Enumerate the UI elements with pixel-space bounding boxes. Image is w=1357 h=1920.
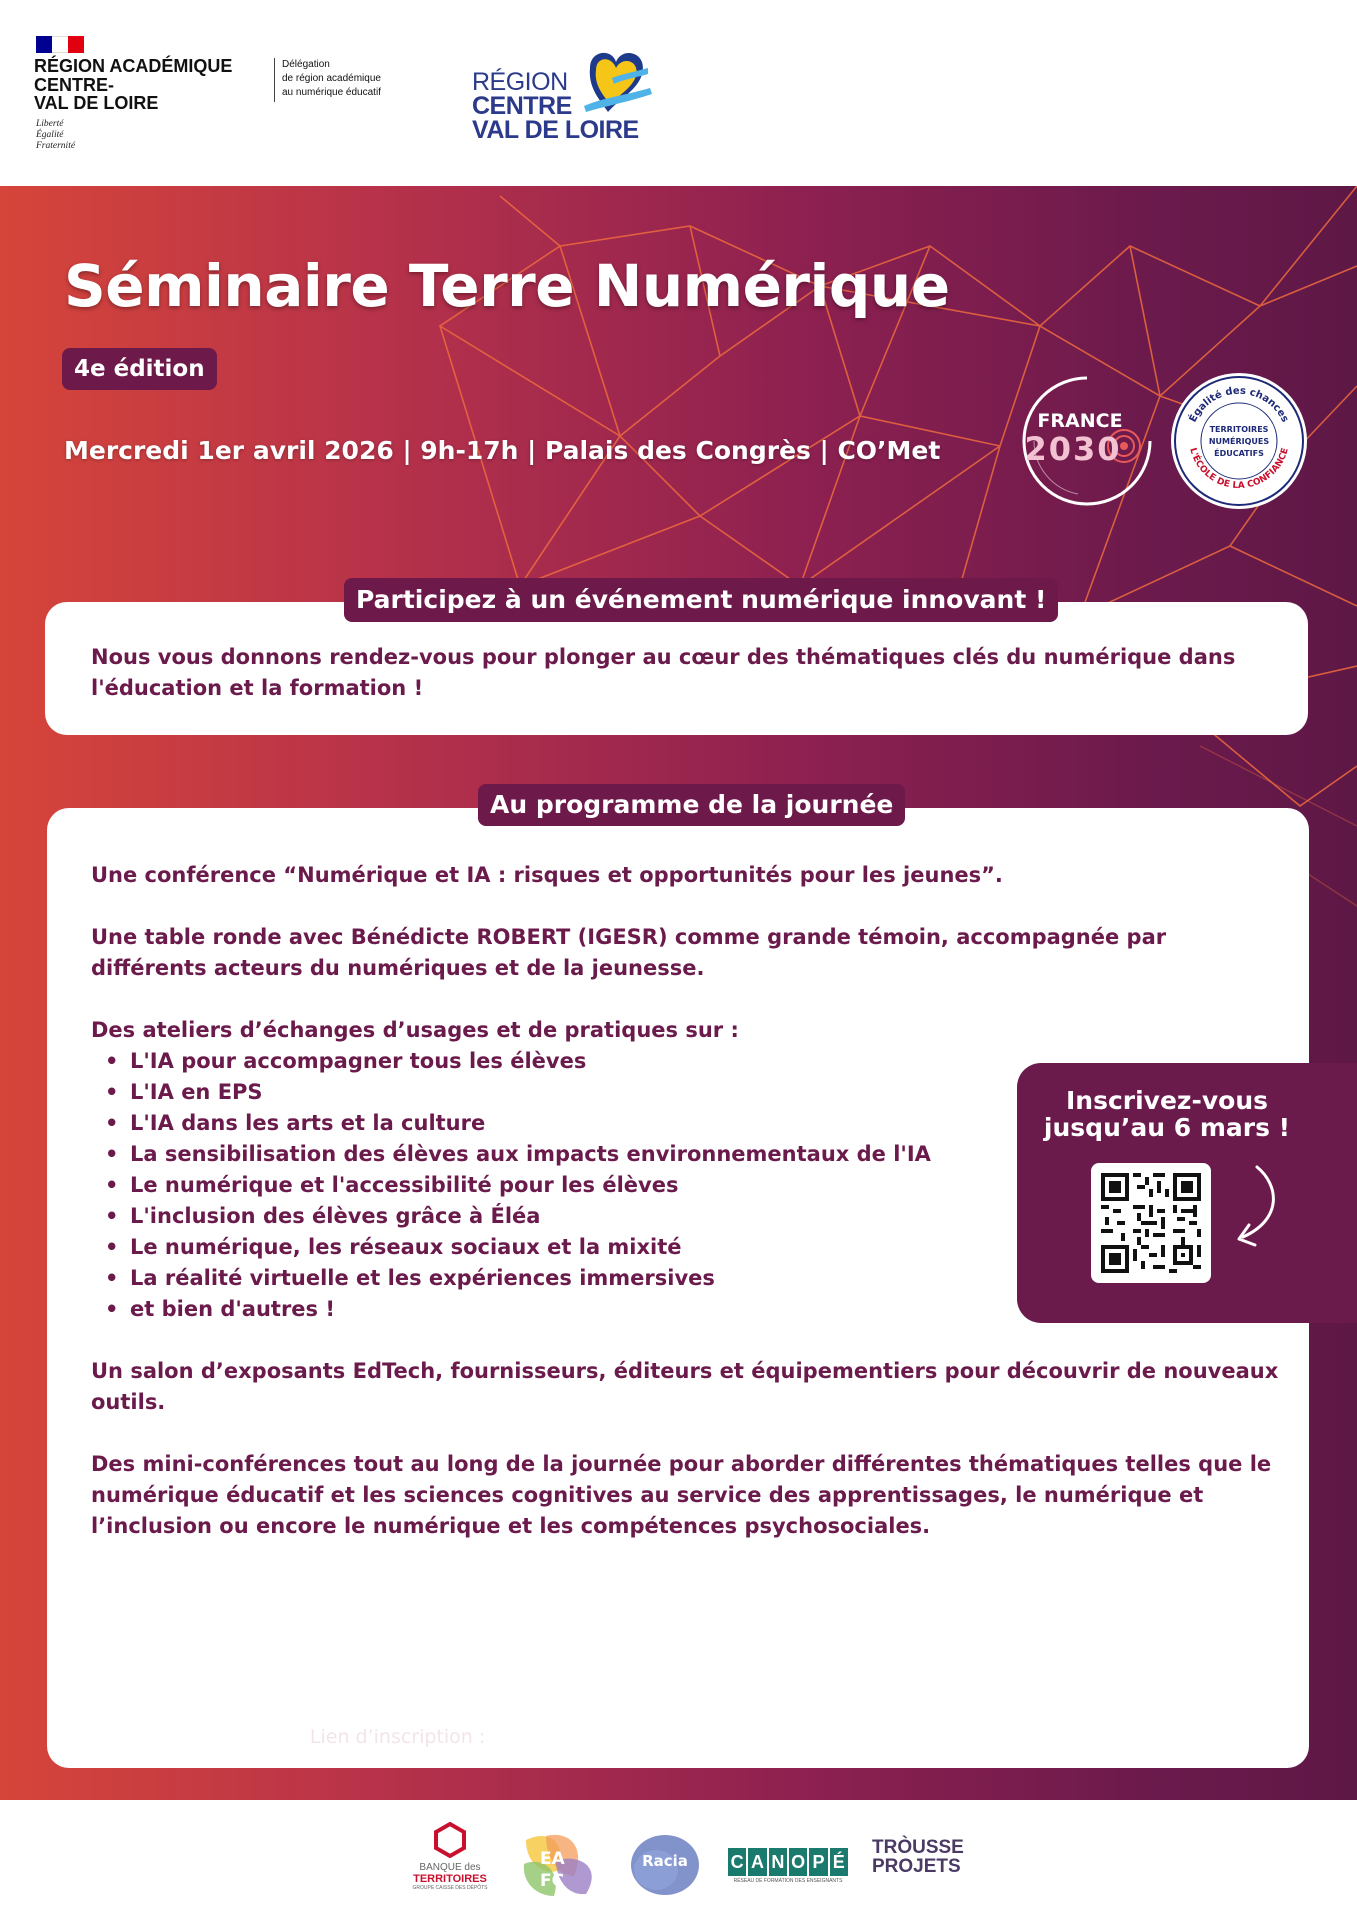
france-2030-year: 2030 bbox=[1024, 430, 1122, 468]
closing-line: Nous vous attendons nombreux pour partager cette journée ensemble ! bbox=[170, 1646, 1187, 1675]
seal-top-text: Égalité des chances bbox=[1187, 385, 1291, 425]
eafc-text: EA bbox=[540, 1849, 565, 1869]
ra-name-line: RÉGION ACADÉMIQUE bbox=[34, 56, 233, 76]
trousse-a-projets-logo bbox=[872, 1837, 964, 1892]
seal-center-line: NUMÉRIQUES bbox=[1208, 437, 1270, 446]
registration-box bbox=[1017, 1063, 1357, 1323]
motto-line: Liberté bbox=[36, 119, 64, 129]
registration-qr-code[interactable] bbox=[1091, 1163, 1211, 1283]
trousse-line: TRÒUSSE bbox=[872, 1837, 964, 1858]
racia-logo bbox=[626, 1830, 704, 1900]
seal-bottom-text: L'ÉCOLE DE LA CONFIANCE bbox=[1187, 446, 1291, 492]
bdt-line: TERRITOIRES bbox=[413, 1873, 487, 1885]
event-info-line: Mercredi 1er avril 2026 | 9h-17h | Palais des Congrès | CO’Met bbox=[64, 436, 941, 465]
delegation-line: Délégation bbox=[282, 59, 330, 70]
canope-letter: É bbox=[830, 1848, 848, 1876]
france-2030-label: FRANCE bbox=[1037, 410, 1123, 432]
region-centre-val-de-loire-logo bbox=[472, 48, 672, 148]
delegation-label bbox=[282, 58, 412, 100]
marianne-flag-icon bbox=[36, 36, 84, 53]
header bbox=[0, 0, 1357, 186]
bdt-line: BANQUE des bbox=[419, 1862, 481, 1873]
program-mini-conferences: Des mini-conférences tout au long de la journée pour aborder différentes thématiques telles que le numérique éducatif et les sciences cognitives au service des apprentissages, le numérique et l’inclusion ou encore le numérique et les compétences psychosociales. bbox=[91, 1452, 1272, 1538]
bdt-line: GROUPE CAISSE DES DÉPÔTS bbox=[412, 1885, 488, 1891]
list-item: • L'IA en EPS bbox=[91, 1077, 1291, 1108]
curved-arrow-icon bbox=[1229, 1163, 1289, 1263]
logo-divider bbox=[274, 58, 275, 102]
seal-icon bbox=[1170, 372, 1308, 510]
section-heading-program: Au programme de la journée bbox=[478, 784, 905, 826]
program-ateliers-intro: Des ateliers d’échanges d’usages et de pratiques sur : bbox=[91, 1018, 739, 1042]
program-table-ronde: Une table ronde avec Bénédicte ROBERT (IGESR) comme grande témoin, accompagnée par différents acteurs du numériques et de la jeunesse. bbox=[91, 925, 1167, 980]
eafc-leaves-icon bbox=[516, 1830, 604, 1900]
seal-center-line: ÉDUCATIFS bbox=[1214, 449, 1264, 458]
registration-title bbox=[1017, 1087, 1317, 1141]
region-academique-logo bbox=[34, 57, 274, 113]
racia-text: Racia bbox=[642, 1852, 688, 1870]
delegation-line: au numérique éducatif bbox=[282, 87, 381, 98]
eafc-logo bbox=[516, 1830, 604, 1900]
list-item: • Le numérique et l'accessibilité pour les élèves bbox=[91, 1170, 1291, 1201]
closing-message bbox=[0, 1620, 1357, 1674]
republic-motto bbox=[36, 119, 75, 152]
list-item: • La réalité virtuelle et les expériences immersives bbox=[91, 1263, 1291, 1294]
edition-badge: 4e édition bbox=[62, 348, 217, 390]
region-logo-line: RÉGION bbox=[472, 68, 568, 96]
canope-letter: N bbox=[769, 1848, 787, 1876]
region-logo-line: CENTRE bbox=[472, 92, 572, 120]
canope-letter: A bbox=[748, 1848, 766, 1876]
list-item: • La sensibilisation des élèves aux impacts environnementaux de l'IA bbox=[91, 1139, 1291, 1170]
registration-link[interactable]: https://pedagogie.ac-orleans-tours.fr/spip.php?article3967 bbox=[491, 1726, 1048, 1748]
qr-code-icon bbox=[1101, 1173, 1201, 1273]
closing-line: Passionnés par le numérique, débutants, experts ou simplement curieux... bbox=[150, 1619, 1207, 1648]
seal-center-line: TERRITOIRES bbox=[1209, 425, 1269, 434]
ra-name-line: CENTRE- bbox=[34, 74, 114, 95]
program-salon: Un salon d’exposants EdTech, fournisseurs, éditeurs et équipementiers pour découvrir de nouveaux outils. bbox=[91, 1359, 1279, 1414]
program-conference: Une conférence “Numérique et IA : risques et opportunités pour les jeunes”. bbox=[91, 863, 1003, 887]
section-heading-participate: Participez à un événement numérique innovant ! bbox=[344, 578, 1058, 622]
list-item: • L'IA pour accompagner tous les élèves bbox=[91, 1046, 1291, 1077]
motto-line: Fraternité bbox=[36, 141, 76, 151]
registration-link-label: Lien d’inscription : bbox=[309, 1726, 492, 1748]
canope-subtitle: RÉSEAU DE FORMATION DES ENSEIGNANTS bbox=[733, 1878, 843, 1884]
list-item: • L'inclusion des élèves grâce à Éléa bbox=[91, 1201, 1291, 1232]
trousse-line: PROJETS bbox=[872, 1856, 961, 1877]
registration-link-line bbox=[0, 1726, 1357, 1748]
page-title: Séminaire Terre Numérique bbox=[64, 252, 950, 320]
hexagon-icon bbox=[433, 1822, 467, 1858]
registration-line: jusqu’au 6 mars ! bbox=[1043, 1113, 1291, 1142]
canope-logo bbox=[728, 1842, 848, 1888]
poster-body bbox=[0, 186, 1357, 1800]
region-logo-line: VAL DE LOIRE bbox=[472, 116, 639, 144]
ra-name-line: VAL DE LOIRE bbox=[34, 93, 159, 113]
canope-letter: O bbox=[789, 1848, 807, 1876]
list-item: • Le numérique, les réseaux sociaux et la mixité bbox=[91, 1232, 1291, 1263]
france-2030-logo bbox=[1018, 372, 1156, 510]
motto-line: Égalité bbox=[36, 130, 64, 140]
canope-letter: P bbox=[809, 1848, 827, 1876]
eafc-text: FC bbox=[540, 1871, 565, 1891]
canope-letter: C bbox=[728, 1848, 746, 1876]
list-item: • L'IA dans les arts et la culture bbox=[91, 1108, 1291, 1139]
partner-logos bbox=[0, 1800, 1357, 1920]
registration-line: Inscrivez-vous bbox=[1065, 1086, 1269, 1115]
egalite-des-chances-badge bbox=[1170, 372, 1308, 510]
intro-text: Nous vous donnons rendez-vous pour plonger au cœur des thématiques clés du numérique dans l'éducation et la formation ! bbox=[91, 645, 1236, 700]
banque-des-territoires-logo bbox=[406, 1822, 494, 1902]
delegation-line: de région académique bbox=[282, 73, 381, 84]
racia-icon bbox=[626, 1830, 704, 1900]
list-item: • et bien d'autres ! bbox=[91, 1294, 1291, 1325]
